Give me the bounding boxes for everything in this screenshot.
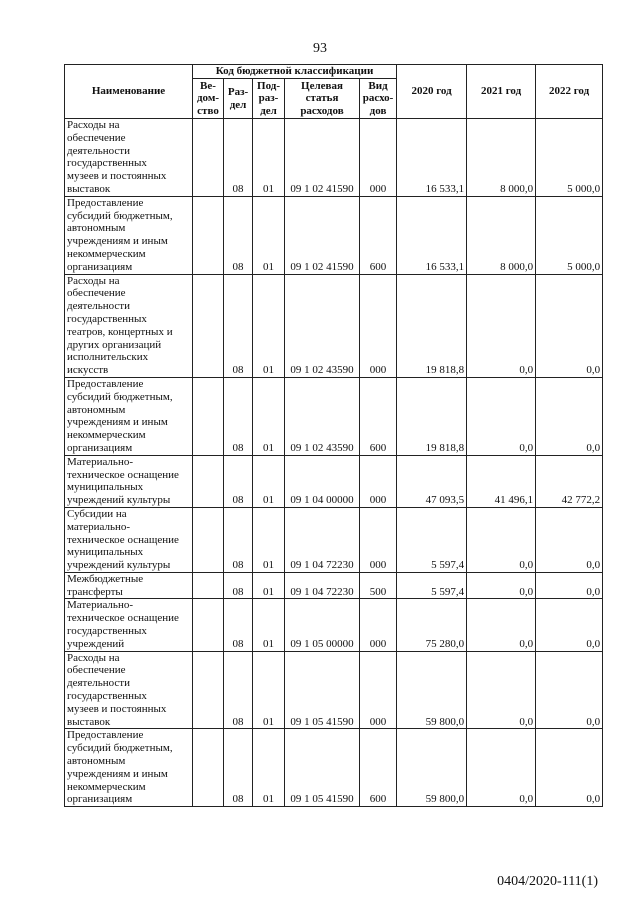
row-2022: 0,0 bbox=[536, 377, 603, 455]
document-code: 0404/2020-111(1) bbox=[497, 874, 598, 889]
row-vid: 000 bbox=[360, 651, 397, 729]
table-row bbox=[65, 729, 603, 807]
row-razdel: 08 bbox=[224, 377, 253, 455]
table-row bbox=[65, 196, 603, 274]
row-2020: 19 818,8 bbox=[397, 377, 467, 455]
row-podrazdel: 01 bbox=[253, 599, 285, 651]
table-row bbox=[65, 599, 603, 651]
header-vid: Вид расхо- дов bbox=[360, 79, 397, 119]
row-2020: 16 533,1 bbox=[397, 119, 467, 197]
table-row bbox=[65, 572, 603, 599]
table-row bbox=[65, 455, 603, 507]
row-2021: 0,0 bbox=[467, 729, 536, 807]
row-vid: 000 bbox=[360, 455, 397, 507]
table-row bbox=[65, 119, 603, 197]
header-target: Целевая статья расходов bbox=[285, 79, 360, 119]
row-podrazdel: 01 bbox=[253, 274, 285, 377]
row-razdel: 08 bbox=[224, 196, 253, 274]
row-razdel: 08 bbox=[224, 729, 253, 807]
row-target: 09 1 04 72230 bbox=[285, 507, 360, 572]
row-vid: 000 bbox=[360, 507, 397, 572]
row-vedomstvo bbox=[193, 729, 224, 807]
row-vid: 000 bbox=[360, 599, 397, 651]
row-podrazdel: 01 bbox=[253, 377, 285, 455]
header-2021: 2021 год bbox=[467, 65, 536, 119]
row-2020: 5 597,4 bbox=[397, 507, 467, 572]
row-razdel: 08 bbox=[224, 599, 253, 651]
row-vid: 000 bbox=[360, 119, 397, 197]
row-name: Материально- техническое оснащение государственных учреждений bbox=[65, 599, 193, 651]
table-body bbox=[65, 119, 603, 807]
row-name: Материально- техническое оснащение муниципальных учреждений культуры bbox=[65, 455, 193, 507]
header-code-group: Код бюджетной классификации bbox=[193, 65, 397, 79]
row-name: Субсидии на материально- техническое оснащение муниципальных учреждений культуры bbox=[65, 507, 193, 572]
row-2022: 5 000,0 bbox=[536, 196, 603, 274]
row-target: 09 1 02 43590 bbox=[285, 274, 360, 377]
row-vedomstvo bbox=[193, 274, 224, 377]
row-name: Межбюджетные трансферты bbox=[65, 572, 193, 599]
row-vedomstvo bbox=[193, 572, 224, 599]
row-2022: 0,0 bbox=[536, 729, 603, 807]
row-name: Предоставление субсидий бюджетным, автономным учреждениям и иным некоммерческим организациям bbox=[65, 196, 193, 274]
header-vedomstvo: Ве- дом- ство bbox=[193, 79, 224, 119]
row-2021: 0,0 bbox=[467, 572, 536, 599]
row-2022: 42 772,2 bbox=[536, 455, 603, 507]
row-name: Предоставление субсидий бюджетным, автономным учреждениям и иным некоммерческим организациям bbox=[65, 377, 193, 455]
row-2022: 0,0 bbox=[536, 651, 603, 729]
row-2021: 0,0 bbox=[467, 507, 536, 572]
row-vedomstvo bbox=[193, 377, 224, 455]
row-razdel: 08 bbox=[224, 119, 253, 197]
row-2021: 41 496,1 bbox=[467, 455, 536, 507]
row-2021: 0,0 bbox=[467, 651, 536, 729]
page-number: 93 bbox=[313, 41, 327, 56]
table-row bbox=[65, 377, 603, 455]
table-row bbox=[65, 651, 603, 729]
row-2020: 5 597,4 bbox=[397, 572, 467, 599]
row-2020: 75 280,0 bbox=[397, 599, 467, 651]
budget-table bbox=[64, 64, 603, 807]
header-2020: 2020 год bbox=[397, 65, 467, 119]
row-vedomstvo bbox=[193, 507, 224, 572]
row-podrazdel: 01 bbox=[253, 455, 285, 507]
row-name: Расходы на обеспечение деятельности государственных музеев и постоянных выставок bbox=[65, 119, 193, 197]
row-target: 09 1 05 41590 bbox=[285, 729, 360, 807]
row-2020: 59 800,0 bbox=[397, 729, 467, 807]
row-podrazdel: 01 bbox=[253, 651, 285, 729]
row-vid: 000 bbox=[360, 274, 397, 377]
row-podrazdel: 01 bbox=[253, 572, 285, 599]
row-name: Расходы на обеспечение деятельности государственных музеев и постоянных выставок bbox=[65, 651, 193, 729]
row-2020: 16 533,1 bbox=[397, 196, 467, 274]
header-2022: 2022 год bbox=[536, 65, 603, 119]
row-podrazdel: 01 bbox=[253, 196, 285, 274]
row-target: 09 1 02 41590 bbox=[285, 196, 360, 274]
row-target: 09 1 02 43590 bbox=[285, 377, 360, 455]
row-vid: 500 bbox=[360, 572, 397, 599]
row-target: 09 1 05 00000 bbox=[285, 599, 360, 651]
row-razdel: 08 bbox=[224, 507, 253, 572]
row-target: 09 1 04 00000 bbox=[285, 455, 360, 507]
row-target: 09 1 05 41590 bbox=[285, 651, 360, 729]
row-vedomstvo bbox=[193, 599, 224, 651]
row-vedomstvo bbox=[193, 651, 224, 729]
row-podrazdel: 01 bbox=[253, 507, 285, 572]
row-2022: 0,0 bbox=[536, 507, 603, 572]
row-razdel: 08 bbox=[224, 455, 253, 507]
row-vid: 600 bbox=[360, 196, 397, 274]
header-name: Наименование bbox=[65, 65, 193, 119]
row-2021: 0,0 bbox=[467, 274, 536, 377]
row-razdel: 08 bbox=[224, 274, 253, 377]
table-row bbox=[65, 274, 603, 377]
row-2022: 0,0 bbox=[536, 274, 603, 377]
row-2020: 19 818,8 bbox=[397, 274, 467, 377]
row-2022: 0,0 bbox=[536, 599, 603, 651]
row-2022: 5 000,0 bbox=[536, 119, 603, 197]
row-2020: 59 800,0 bbox=[397, 651, 467, 729]
row-2020: 47 093,5 bbox=[397, 455, 467, 507]
row-vedomstvo bbox=[193, 455, 224, 507]
row-vedomstvo bbox=[193, 196, 224, 274]
row-name: Предоставление субсидий бюджетным, автономным учреждениям и иным некоммерческим организациям bbox=[65, 729, 193, 807]
row-2021: 0,0 bbox=[467, 377, 536, 455]
row-target: 09 1 04 72230 bbox=[285, 572, 360, 599]
row-vedomstvo bbox=[193, 119, 224, 197]
row-razdel: 08 bbox=[224, 572, 253, 599]
header-razdel: Раз- дел bbox=[224, 79, 253, 119]
header-podrazdel: Под- раз- дел bbox=[253, 79, 285, 119]
row-podrazdel: 01 bbox=[253, 729, 285, 807]
table-row bbox=[65, 507, 603, 572]
row-2021: 0,0 bbox=[467, 599, 536, 651]
row-2021: 8 000,0 bbox=[467, 196, 536, 274]
row-podrazdel: 01 bbox=[253, 119, 285, 197]
row-vid: 600 bbox=[360, 377, 397, 455]
row-2022: 0,0 bbox=[536, 572, 603, 599]
row-vid: 600 bbox=[360, 729, 397, 807]
row-razdel: 08 bbox=[224, 651, 253, 729]
row-2021: 8 000,0 bbox=[467, 119, 536, 197]
row-name: Расходы на обеспечение деятельности государственных театров, концертных и других организаций исполнительских искусств bbox=[65, 274, 193, 377]
row-target: 09 1 02 41590 bbox=[285, 119, 360, 197]
